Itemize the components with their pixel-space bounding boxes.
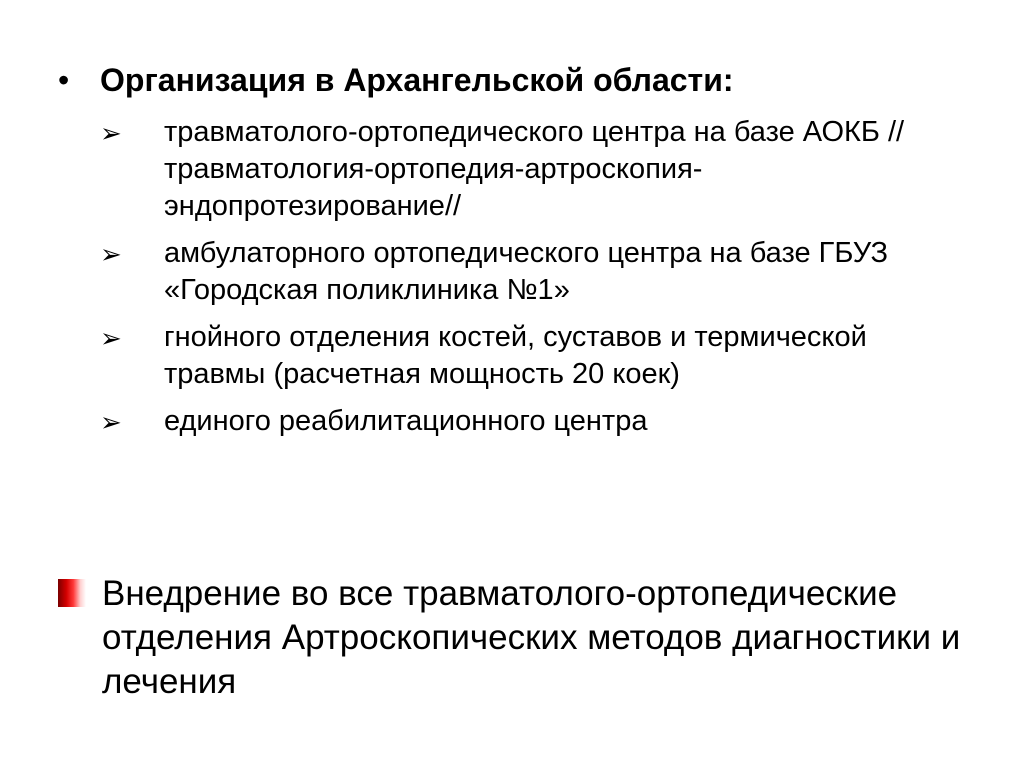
list-item-text: гнойного отделения костей, суставов и термической травмы (расчетная мощность 20 коек) [164, 321, 867, 390]
main-point-row [58, 572, 1008, 704]
arrow-bullet-icon: ➢ [100, 407, 122, 437]
bullet-icon: • [58, 62, 70, 98]
heading-title: Организация в Архангельской области: [100, 62, 734, 98]
arrow-bullet-icon: ➢ [100, 118, 122, 148]
list-item-text: единого реабилитационного центра [164, 405, 648, 437]
arrow-bullet-icon: ➢ [100, 239, 122, 269]
heading-row [58, 56, 998, 104]
red-square-bullet-icon [58, 579, 86, 607]
list-item [100, 319, 980, 393]
arrow-bullet-icon: ➢ [100, 323, 122, 353]
list-item-text: травматолого-ортопедического центра на базе АОКБ //травматология-ортопедия-артроскопия-эндопротезирование// [164, 116, 905, 222]
list-item [100, 235, 980, 309]
sub-list [100, 114, 980, 450]
list-item [100, 403, 980, 440]
main-point-text: Внедрение во все травматолого-ортопедические отделения Артроскопических методов диагностики и лечения [102, 574, 961, 701]
list-item-text: амбулаторного ортопедического центра на базе ГБУЗ «Городская поликлиника №1» [164, 237, 888, 306]
list-item [100, 114, 980, 225]
